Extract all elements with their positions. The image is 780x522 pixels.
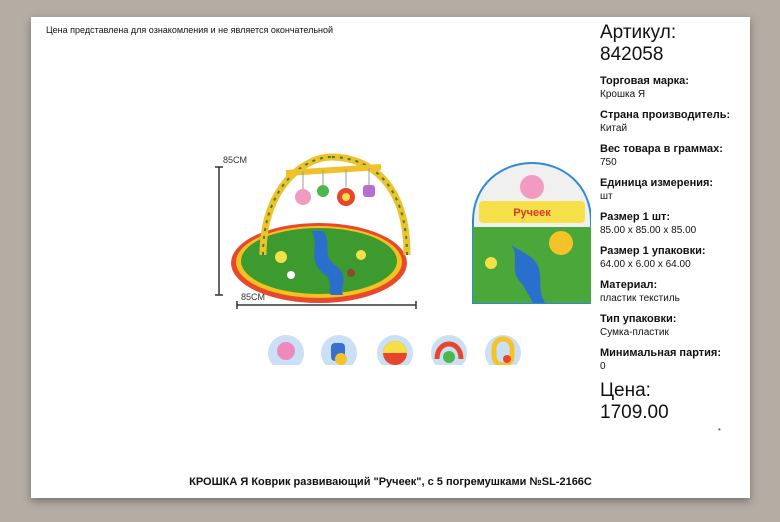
article-label: Артикул:	[600, 22, 677, 43]
property-label: Минимальная партия:	[600, 347, 721, 359]
product-sheet	[31, 17, 750, 498]
property-weight	[600, 142, 745, 169]
product-info	[600, 22, 745, 424]
property-package-size	[600, 244, 745, 271]
property-label: Единица измерения:	[600, 177, 714, 189]
property-material	[600, 278, 745, 305]
property-item-size	[600, 210, 745, 237]
width-label: 85CM	[241, 292, 266, 302]
article-value: 842058	[600, 44, 664, 65]
property-value: 750	[600, 157, 617, 168]
property-min-order	[600, 346, 745, 373]
package-label: Ручеек	[513, 207, 551, 219]
rattles-row	[268, 335, 521, 365]
property-unit	[600, 176, 745, 203]
play-mat	[231, 157, 407, 303]
property-value: 64.00 x 6.00 x 64.00	[600, 259, 691, 270]
product-title: КРОШКА Я Коврик развивающий "Ручеек", с 5 погремушками №SL-2166C	[189, 476, 592, 488]
property-label: Торговая марка:	[600, 75, 689, 87]
package-bag	[473, 163, 591, 303]
property-label: Размер 1 шт:	[600, 211, 671, 223]
height-label: 85CM	[223, 155, 248, 165]
property-package-type	[600, 312, 745, 339]
property-value: шт	[600, 191, 613, 202]
property-brand	[600, 74, 745, 101]
property-value: Сумка-пластик	[600, 327, 669, 338]
product-image	[211, 145, 591, 365]
property-label: Тип упаковки:	[600, 313, 677, 325]
property-value: 0	[600, 361, 606, 372]
property-value: Китай	[600, 123, 628, 134]
price-label: Цена:	[600, 380, 651, 401]
dot-marker: •	[718, 425, 721, 434]
property-country	[600, 108, 745, 135]
property-value: пластик текстиль	[600, 293, 680, 304]
property-value: 85.00 x 85.00 x 85.00	[600, 225, 697, 236]
property-label: Размер 1 упаковки:	[600, 245, 706, 257]
property-label: Вес товара в граммах:	[600, 143, 723, 155]
property-label: Материал:	[600, 279, 658, 291]
price-value: 1709.00	[600, 402, 669, 423]
property-value: Крошка Я	[600, 89, 646, 100]
price-disclaimer: Цена представлена для ознакомления и не является окончательной	[46, 25, 334, 35]
property-label: Страна производитель:	[600, 109, 731, 121]
